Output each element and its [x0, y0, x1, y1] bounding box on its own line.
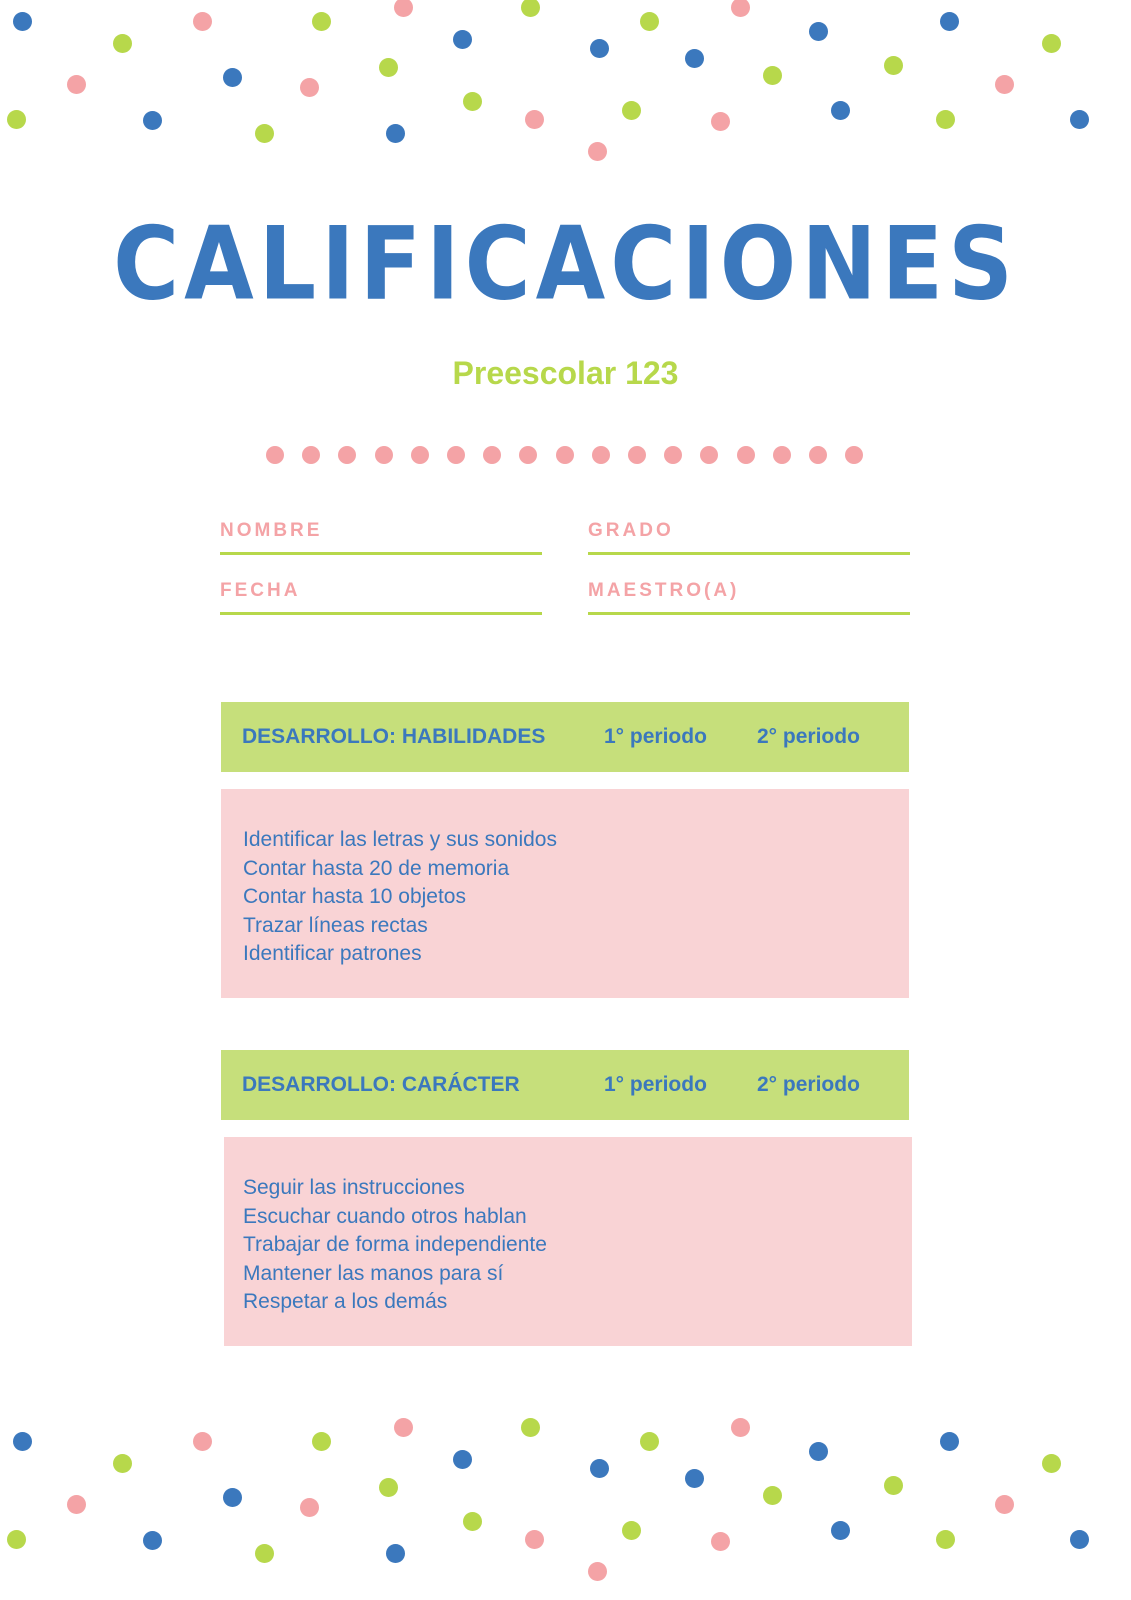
section-title: DESARROLLO: CARÁCTER: [242, 1073, 520, 1096]
fecha-field[interactable]: [220, 572, 542, 615]
confetti-dot: [731, 0, 750, 17]
maestro-field[interactable]: [588, 572, 910, 615]
fecha-label: FECHA: [220, 580, 301, 601]
section-title: DESARROLLO: HABILIDADES: [242, 725, 546, 748]
confetti-dot: [936, 110, 955, 129]
confetti-dot: [622, 101, 641, 120]
confetti-dot: [223, 1488, 242, 1507]
separator-dot: [700, 446, 718, 464]
separator-dot: [375, 446, 393, 464]
page-title: CALIFICACIONES: [113, 205, 1018, 324]
separator-dot: [592, 446, 610, 464]
grado-label: GRADO: [588, 520, 674, 541]
confetti-dot: [7, 110, 26, 129]
confetti-dot: [640, 12, 659, 31]
confetti-dot: [685, 49, 704, 68]
confetti-dot: [622, 1521, 641, 1540]
confetti-dot: [685, 1469, 704, 1488]
page-subtitle: Preescolar 123: [452, 355, 679, 391]
confetti-dot: [588, 1562, 607, 1581]
list-item: Respetar a los demás: [243, 1290, 448, 1314]
confetti-dot: [453, 30, 472, 49]
skills-list: [243, 826, 557, 969]
separator-dot: [411, 446, 429, 464]
separator-dot: [737, 446, 755, 464]
confetti-dot: [113, 1454, 132, 1473]
caracter-header: [221, 1050, 909, 1120]
list-item: Trabajar de forma independiente: [243, 1233, 547, 1257]
confetti-dot: [711, 112, 730, 131]
confetti-dot: [884, 56, 903, 75]
separator-dot: [302, 446, 320, 464]
separator-dot: [447, 446, 465, 464]
confetti-dot: [255, 1544, 274, 1563]
confetti-dot: [386, 124, 405, 143]
confetti-dot: [255, 124, 274, 143]
confetti-dot: [379, 58, 398, 77]
confetti-dot: [394, 1418, 413, 1437]
caracter-body: [224, 1137, 912, 1346]
list-item: Mantener las manos para sí: [243, 1261, 504, 1285]
separator-dot: [773, 446, 791, 464]
list-item: Identificar las letras y sus sonidos: [243, 828, 557, 851]
grado-field[interactable]: [588, 512, 910, 555]
separator-dot: [556, 446, 574, 464]
maestro-label: MAESTRO(A): [588, 580, 740, 601]
confetti-dot: [940, 12, 959, 31]
confetti-dot: [521, 0, 540, 17]
confetti-dot: [312, 12, 331, 31]
habilidades-header: [221, 702, 909, 772]
nombre-field[interactable]: [220, 512, 542, 555]
confetti-dot: [1070, 110, 1089, 129]
list-item: Seguir las instrucciones: [243, 1176, 465, 1199]
list-item: Trazar líneas rectas: [243, 913, 428, 937]
confetti-dot: [525, 110, 544, 129]
separator-dot: [809, 446, 827, 464]
list-item: Contar hasta 10 objetos: [243, 885, 466, 909]
confetti-dot: [13, 1432, 32, 1451]
list-item: Identificar patrones: [243, 942, 422, 966]
confetti-dot: [884, 1476, 903, 1495]
period-2-label: 2° periodo: [757, 1073, 860, 1096]
confetti-dot: [1070, 1530, 1089, 1549]
confetti-dot: [711, 1532, 730, 1551]
confetti-dot: [831, 101, 850, 120]
confetti-dot: [940, 1432, 959, 1451]
confetti-dot: [590, 1459, 609, 1478]
confetti-dot: [193, 12, 212, 31]
confetti-dot: [67, 75, 86, 94]
confetti-dot: [463, 1512, 482, 1531]
list-item: Escuchar cuando otros hablan: [243, 1204, 527, 1228]
period-1-label: 1° periodo: [604, 1073, 707, 1096]
confetti-dot: [995, 75, 1014, 94]
list-item: Contar hasta 20 de memoria: [243, 856, 510, 880]
confetti-dot: [113, 34, 132, 53]
separator-dot: [845, 446, 863, 464]
confetti-dot: [995, 1495, 1014, 1514]
confetti-dot: [193, 1432, 212, 1451]
separator-dot: [664, 446, 682, 464]
confetti-dot: [7, 1530, 26, 1549]
confetti-dot: [731, 1418, 750, 1437]
confetti-dot: [1042, 34, 1061, 53]
habilidades-body: [221, 789, 909, 998]
period-2-label: 2° periodo: [757, 725, 860, 748]
separator-dot: [628, 446, 646, 464]
confetti-dot: [831, 1521, 850, 1540]
confetti-dot: [588, 142, 607, 161]
confetti-dot: [640, 1432, 659, 1451]
confetti-dot: [809, 1442, 828, 1461]
confetti-dot: [590, 39, 609, 58]
confetti-dot: [312, 1432, 331, 1451]
separator-dot: [338, 446, 356, 464]
separator-dot: [483, 446, 501, 464]
confetti-dot: [143, 1531, 162, 1550]
nombre-label: NOMBRE: [220, 520, 323, 541]
confetti-dot: [453, 1450, 472, 1469]
confetti-dot: [223, 68, 242, 87]
confetti-dot: [1042, 1454, 1061, 1473]
separator-dot: [519, 446, 537, 464]
confetti-dot: [463, 92, 482, 111]
confetti-dot: [394, 0, 413, 17]
confetti-dot: [386, 1544, 405, 1563]
separator-dot: [266, 446, 284, 464]
confetti-dot: [300, 78, 319, 97]
confetti-dot: [300, 1498, 319, 1517]
confetti-dot: [763, 66, 782, 85]
confetti-dot: [525, 1530, 544, 1549]
confetti-dot: [763, 1486, 782, 1505]
confetti-dot: [143, 111, 162, 130]
confetti-dot: [67, 1495, 86, 1514]
confetti-dot: [809, 22, 828, 41]
period-1-label: 1° periodo: [604, 725, 707, 748]
character-list: [243, 1174, 547, 1317]
confetti-dot: [13, 12, 32, 31]
confetti-dot: [379, 1478, 398, 1497]
confetti-dot: [521, 1418, 540, 1437]
confetti-dot: [936, 1530, 955, 1549]
